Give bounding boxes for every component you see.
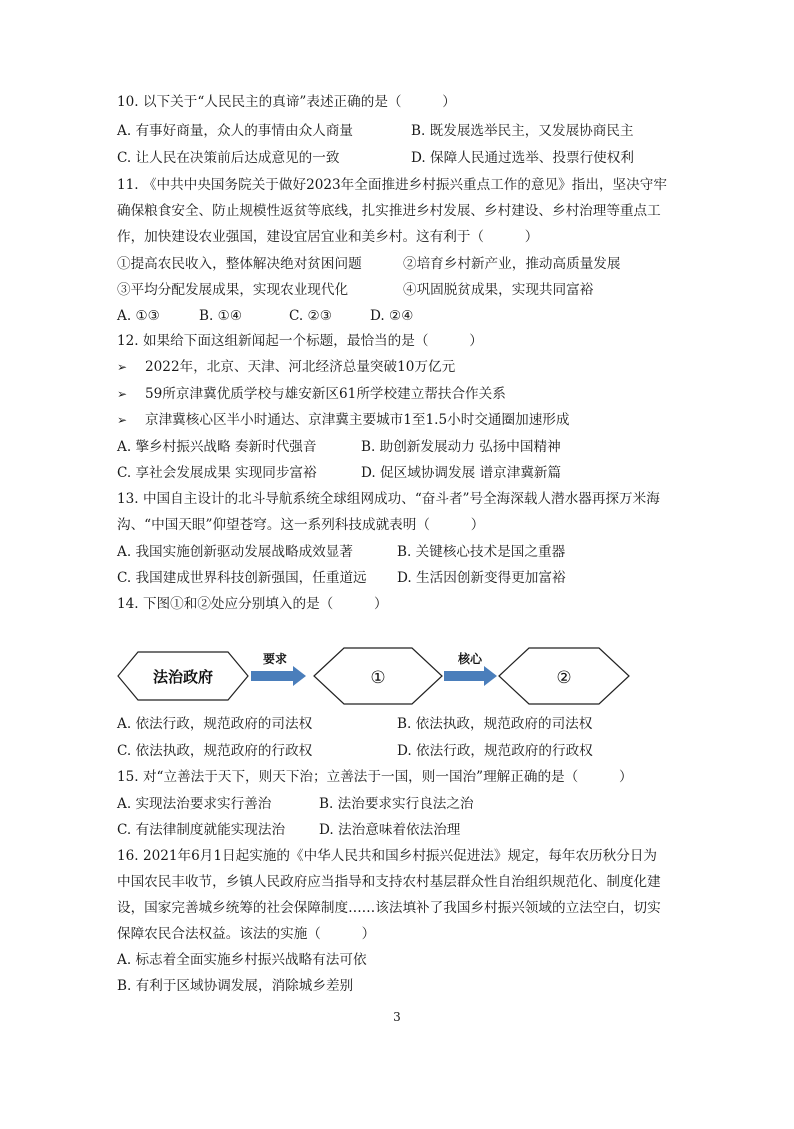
q12-news-1: 2022年，北京、天津、河北经济总量突破10万亿元 <box>145 359 456 375</box>
q14-option-a: A. 依法行政，规范政府的司法权 <box>117 716 313 732</box>
q10-option-b: B. 既发展选举民主，又发展协商民主 <box>411 123 634 139</box>
q14-flow-diagram <box>110 640 640 712</box>
q12-stem: 12. 如果给下面这组新闻起一个标题，最恰当的是（ ） <box>117 333 483 349</box>
q13-option-a: A. 我国实施创新驱动发展战略成效显著 <box>117 544 353 560</box>
diagram-box-3-label: ② <box>556 668 572 688</box>
q11-stem-line-3: 作，加快建设农业强国，建设宜居宜业和美乡村。这有利于（ ） <box>117 229 539 245</box>
q15-option-d: D. 法治意味着依法治理 <box>319 822 461 838</box>
right-arrow-icon <box>444 666 497 686</box>
q14-option-b: B. 依法执政，规范政府的司法权 <box>397 716 593 732</box>
q10-option-a: A. 有事好商量，众人的事情由众人商量 <box>117 123 353 139</box>
diagram-arrow-2-label: 核心 <box>457 652 483 666</box>
q12-option-c: C. 享社会发展成果 实现同步富裕 <box>117 465 317 481</box>
q13-stem-line-1: 13. 中国自主设计的北斗导航系统全球组网成功、“奋斗者”号全海深载人潜水器再探万米海 <box>117 491 660 507</box>
q11-statement-1: ①提高农民收入，整体解决绝对贫困问题 <box>117 256 362 272</box>
q16-stem-line-4: 保障农民合法权益。该法的实施（ ） <box>117 926 376 942</box>
q15-stem: 15. 对“立善法于天下，则天下治；立善法于一国，则一国治”理解正确的是（ ） <box>117 769 633 785</box>
q14-option-c: C. 依法执政，规范政府的行政权 <box>117 743 313 759</box>
q11-option-b: B. ①④ <box>199 308 243 324</box>
q13-option-d: D. 生活因创新变得更加富裕 <box>397 570 566 586</box>
q14-stem: 14. 下图①和②处应分别填入的是（ ） <box>117 596 388 612</box>
q11-option-d: D. ②④ <box>370 308 414 324</box>
bullet-arrow-icon: ➢ <box>117 413 128 427</box>
diagram-arrow-1-label: 要求 <box>262 652 288 666</box>
page-number: 3 <box>393 1010 401 1024</box>
q13-stem-line-2: 沟、“中国天眼”仰望苍穹。这一系列科技成就表明（ ） <box>117 517 485 533</box>
q16-stem-line-1: 16. 2021年6月1日起实施的《中华人民共和国乡村振兴促进法》规定，每年农历秋分日为 <box>117 848 658 864</box>
bullet-arrow-icon: ➢ <box>117 387 128 401</box>
q12-option-d: D. 促区域协调发展 谱京津冀新篇 <box>361 465 562 481</box>
q12-news-3: 京津冀核心区半小时通达、京津冀主要城市1至1.5小时交通圈加速形成 <box>145 412 570 428</box>
q11-stem-line-2: 确保粮食安全、防止规模性返贫等底线，扎实推进乡村发展、乡村建设、乡村治理等重点工 <box>117 203 661 219</box>
q11-stem-line-1: 11. 《中共中央国务院关于做好2023年全面推进乡村振兴重点工作的意见》指出，坚决守牢 <box>117 177 667 193</box>
q12-option-b: B. 助创新发展动力 弘扬中国精神 <box>361 439 561 455</box>
q11-option-a: A. ①③ <box>117 308 160 324</box>
q14-option-d: D. 依法行政，规范政府的行政权 <box>397 743 593 759</box>
q15-option-b: B. 法治要求实行良法之治 <box>319 796 474 812</box>
q13-option-b: B. 关键核心技术是国之重器 <box>397 544 566 560</box>
q10-option-d: D. 保障人民通过选举、投票行使权利 <box>411 150 634 166</box>
q12-option-a: A. 擎乡村振兴战略 奏新时代强音 <box>117 439 317 455</box>
q12-news-2: 59所京津冀优质学校与雄安新区61所学校建立帮扶合作关系 <box>145 386 506 402</box>
q15-option-c: C. 有法律制度就能实现法治 <box>117 822 286 838</box>
q11-statement-2: ②培育乡村新产业，推动高质量发展 <box>403 256 621 272</box>
q15-option-a: A. 实现法治要求实行善治 <box>117 796 272 812</box>
q13-option-c: C. 我国建成世界科技创新强国，任重道远 <box>117 570 367 586</box>
q11-statement-3: ③平均分配发展成果，实现农业现代化 <box>117 282 349 298</box>
diagram-box-1-label: 法治政府 <box>152 668 214 686</box>
q11-option-c: C. ②③ <box>289 308 332 324</box>
q16-option-b: B. 有利于区域协调发展，消除城乡差别 <box>117 978 354 994</box>
q10-stem: 10. 以下关于“人民民主的真谛”表述正确的是（ ） <box>117 94 456 110</box>
q10-option-c: C. 让人民在决策前后达成意见的一致 <box>117 150 340 166</box>
q16-stem-line-3: 设，国家完善城乡统筹的社会保障制度……该法填补了我国乡村振兴领域的立法空白，切实 <box>117 900 661 916</box>
q11-statement-4: ④巩固脱贫成果，实现共同富裕 <box>403 282 594 298</box>
q16-stem-line-2: 中国农民丰收节，乡镇人民政府应当指导和支持农村基层群众性自治组织规范化、制度化建 <box>117 874 661 890</box>
q16-option-a: A. 标志着全面实施乡村振兴战略有法可依 <box>117 952 367 968</box>
right-arrow-icon <box>251 666 306 686</box>
diagram-box-2-label: ① <box>370 668 386 688</box>
bullet-arrow-icon: ➢ <box>117 360 128 374</box>
